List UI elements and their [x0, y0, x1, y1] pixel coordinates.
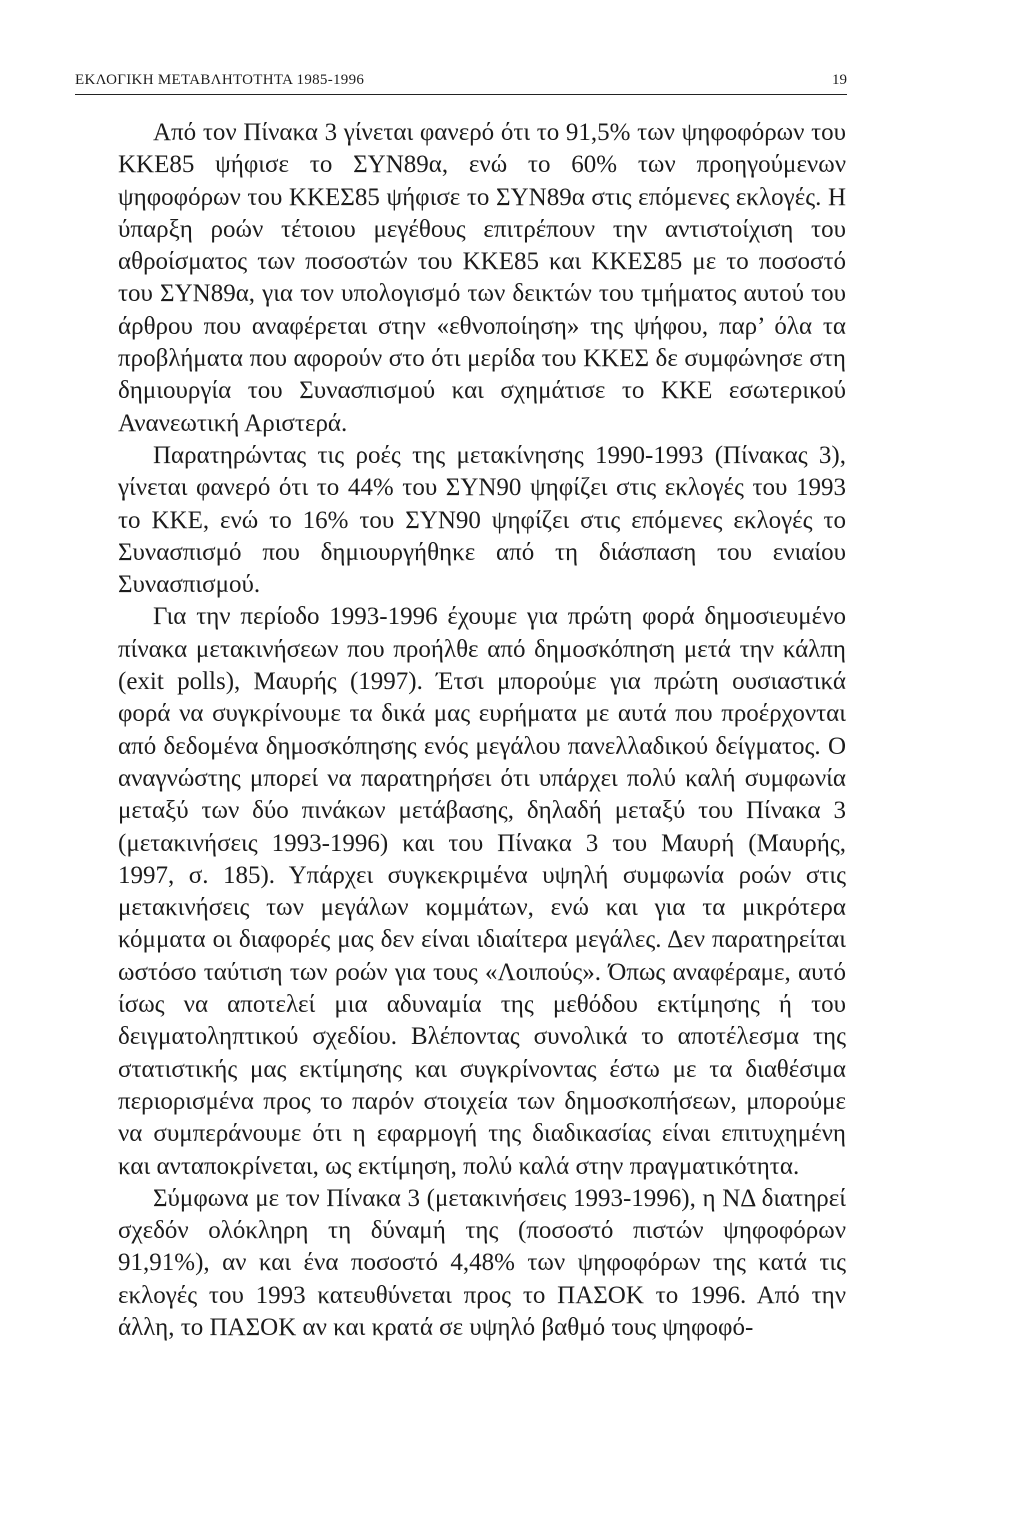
page-number: 19 — [832, 72, 847, 88]
paragraph: Για την περίοδο 1993-1996 έχουμε για πρώτη φορά δημοσιευμένο πίνακα μετακινήσεων που προήλθε από δημοσκόπηση μετά την κάλπη (exit polls), Μαυρής (1997). Έτσι μπορούμε για πρώτη ουσιαστικά φορά να συγκρίνουμε τα δικά μας ευρήματα με αυτά που προέρχονται από δεδομένα δημοσκόπησης ενός μεγάλου πανελλαδικού δείγματος. Ο αναγνώστης μπορεί να παρατηρήσει ότι υπάρχει πολύ καλή συμφωνία μεταξύ των δύο πινάκων μετάβασης, δηλαδή μεταξύ του Πίνακα 3 (μετακινήσεις 1993-1996) και του Πίνακα 3 του Μαυρή (Μαυρής, 1997, σ. 185). Υπάρχει συγκεκριμένα υψηλή συμφωνία ροών στις μετακινήσεις των μεγάλων κομμάτων, ενώ και για τα μικρότερα κόμματα οι διαφορές μας δεν είναι ιδιαίτερα μεγάλες. Δεν παρατηρείται ωστόσο ταύτιση των ροών για τους «Λοιπούς». Όπως αναφέραμε, αυτό ίσως να αποτελεί μια αδυναμία της μεθόδου εκτίμησης ή του δειγματοληπτικού σχεδίου. Βλέποντας συνολικά το αποτέλεσμα της στατιστικής μας εκτίμησης και συγκρίνοντας έστω με τα διαθέσιμα περιορισμένα προς το παρόν στοιχεία των δημοσκοπήσεων, μπορούμε να συμπεράνουμε ότι η εφαρμογή της διαδικασίας είναι επιτυχημένη και ανταποκρίνεται, ως εκτίμηση, πολύ καλά στην πραγματικότητα. — [118, 603, 846, 1180]
body-text — [118, 117, 846, 1344]
paragraph: Σύμφωνα με τον Πίνακα 3 (μετακινήσεις 1993-1996), η ΝΔ διατηρεί σχεδόν ολόκληρη τη δύναμή της (ποσοστό πιστών ψηφοφόρων 91,91%), αν και ένα ποσοστό 4,48% των ψηφοφόρων της κατά τις εκλογές του 1993 κατευθύνεται προς το ΠΑΣΟΚ το 1996. Από την άλλη, το ΠΑΣΟΚ αν και κρατά σε υψηλό βαθμό τους ψηφοφό- — [118, 1184, 846, 1341]
running-title: ΕΚΛΟΓΙΚΗ ΜΕΤΑΒΛΗΤΟΤΗΤΑ 1985-1996 — [75, 72, 365, 88]
paragraph: Από τον Πίνακα 3 γίνεται φανερό ότι το 91,5% των ψηφοφόρων του ΚΚΕ85 ψήφισε το ΣΥΝ89α, ενώ το 60% των προηγούμενων ψηφοφόρων του ΚΚΕΣ85 ψήφισε το ΣΥΝ89α στις επόμενες εκλογές. Η ύπαρξη ροών τέτοιου μεγέθους επιτρέπουν την αντιστοίχιση του αθροίσματος των ποσοστών του ΚΚΕ85 και ΚΚΕΣ85 με το ποσοστό του ΣΥΝ89α, για τον υπολογισμό των δεικτών του τμήματος αυτού του άρθρου που αναφέρεται στην «εθνοποίηση» της ψήφου, παρ’ όλα τα προβλήματα που αφορούν στο ότι μερίδα του ΚΚΕΣ δε συμφώνησε στη δημιουργία του Συνασπισμού και σχημάτισε το ΚΚΕ εσωτερικού Ανανεωτική Αριστερά. — [118, 119, 846, 437]
running-header — [75, 66, 847, 95]
paragraph: Παρατηρώντας τις ροές της μετακίνησης 1990-1993 (Πίνακας 3), γίνεται φανερό ότι το 44% του ΣΥΝ90 ψηφίζει στις εκλογές του 1993 το ΚΚΕ, ενώ το 16% του ΣΥΝ90 ψηφίζει στις επόμενες εκλογές το Συνασπισμό που δημιουργήθηκε από τη διάσπαση του ενιαίου Συνασπισμού. — [118, 441, 846, 599]
